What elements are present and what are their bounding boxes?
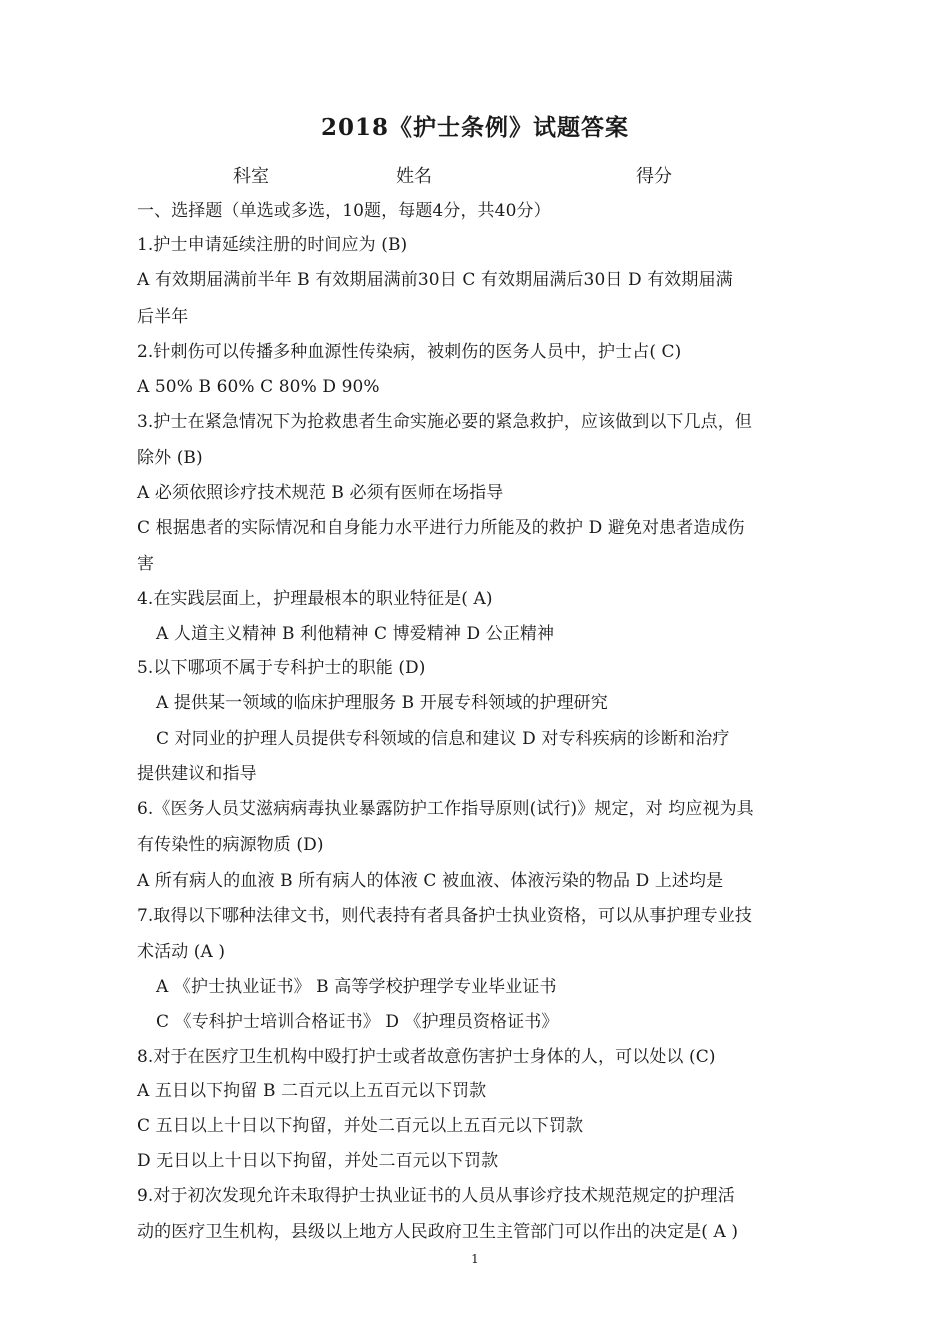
- question-8-option-d: D 无日以上十日以下拘留，并处二百元以下罚款: [137, 1151, 499, 1171]
- document-title: 2018《护士条例》试题答案: [320, 114, 629, 141]
- question-7: 7.取得以下哪种法律文书，则代表持有者具备护士执业资格，可以从事护理专业技: [137, 906, 752, 926]
- question-1: 1.护士申请延续注册的时间应为 (B): [137, 235, 408, 255]
- question-3: 3.护士在紧急情况下为抢救患者生命实施必要的紧急救护，应该做到以下几点，但: [137, 412, 752, 432]
- question-7-options-cd: C 《专科护士培训合格证书》 D 《护理员资格证书》: [156, 1012, 559, 1032]
- department-label: 科室: [233, 166, 269, 187]
- page-number: 1: [471, 1252, 479, 1266]
- question-3-options-ab: A 必须依照诊疗技术规范 B 必须有医师在场指导: [137, 483, 504, 503]
- question-8-options-ab: A 五日以下拘留 B 二百元以上五百元以下罚款: [137, 1081, 487, 1101]
- question-2-options: A 50% B 60% C 80% D 90%: [137, 377, 380, 397]
- question-8: 8.对于在医疗卫生机构中殴打护士或者故意伤害护士身体的人，可以处以 (C): [137, 1047, 716, 1067]
- question-5-options-cd: C 对同业的护理人员提供专科领域的信息和建议 D 对专科疾病的诊断和治疗: [156, 729, 730, 749]
- question-2: 2.针刺伤可以传播多种血源性传染病，被刺伤的医务人员中，护士占( C): [137, 342, 682, 362]
- question-8-option-c: C 五日以上十日以下拘留，并处二百元以上五百元以下罚款: [137, 1116, 584, 1136]
- question-3-options-cd: C 根据患者的实际情况和自身能力水平进行力所能及的救护 D 避免对患者造成伤: [137, 518, 745, 538]
- section-heading: 一、选择题（单选或多选，10题，每题4分，共40分）: [137, 201, 551, 221]
- question-1-options-cont: 后半年: [137, 307, 189, 327]
- question-5-options-cont: 提供建议和指导: [137, 764, 257, 784]
- question-3-cont: 除外 (B): [137, 448, 203, 468]
- question-5: 5.以下哪项不属于专科护士的职能 (D): [137, 658, 426, 678]
- score-label: 得分: [636, 166, 672, 187]
- question-4-options: A 人道主义精神 B 利他精神 C 博爱精神 D 公正精神: [156, 624, 555, 644]
- question-4: 4.在实践层面上，护理最根本的职业特征是( A): [137, 589, 493, 609]
- name-label: 姓名: [396, 166, 432, 187]
- question-3-options-cont: 害: [137, 554, 155, 574]
- question-6: 6.《医务人员艾滋病病毒执业暴露防护工作指导原则(试行)》规定，对 均应视为具: [137, 799, 754, 819]
- question-9: 9.对于初次发现允许未取得护士执业证书的人员从事诊疗技术规范规定的护理活: [137, 1186, 735, 1206]
- question-6-cont: 有传染性的病源物质 (D): [137, 835, 324, 855]
- question-7-options-ab: A 《护士执业证书》 B 高等学校护理学专业毕业证书: [156, 977, 557, 997]
- question-9-cont: 动的医疗卫生机构，县级以上地方人民政府卫生主管部门可以作出的决定是( A ): [137, 1222, 739, 1242]
- question-7-cont: 术活动 (A ): [137, 942, 226, 962]
- question-6-options: A 所有病人的血液 B 所有病人的体液 C 被血液、体液污染的物品 D 上述均是: [137, 871, 724, 891]
- question-5-options-ab: A 提供某一领域的临床护理服务 B 开展专科领域的护理研究: [156, 693, 608, 713]
- question-1-options: A 有效期届满前半年 B 有效期届满前30日 C 有效期届满后30日 D 有效期届满: [137, 270, 733, 290]
